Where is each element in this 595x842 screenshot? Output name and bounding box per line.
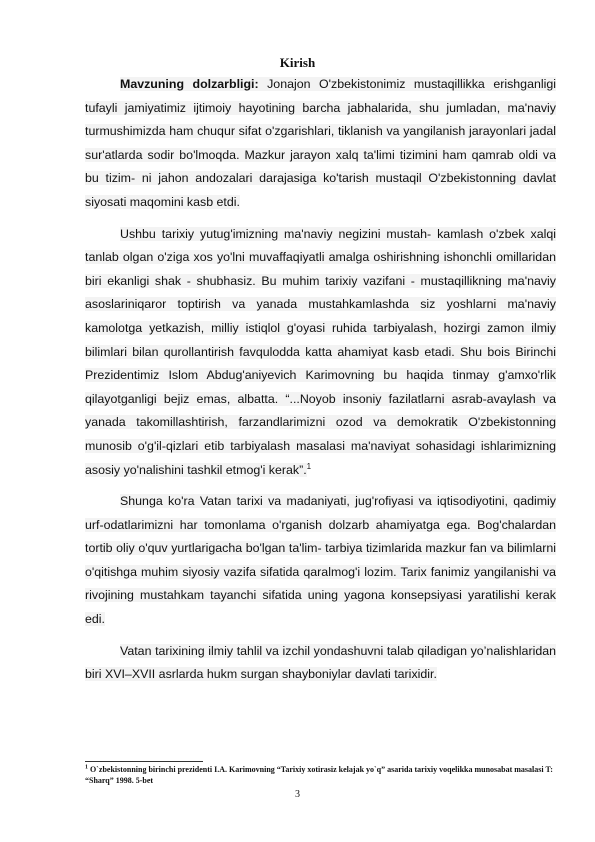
paragraph-3 bbox=[85, 490, 556, 632]
body-text bbox=[85, 73, 556, 687]
paragraph-2 bbox=[85, 223, 556, 483]
paragraph-3-text: Shunga ko'ra Vatan tarixi va madaniyati, jug'rofiyasi va iqtisodiyotini, qadimiy urf-odatlarimizni har tomonlama o'rganish dolzarb ahamiyatga ega. Bog'chalardan tortib oliy o'quv yurtlarigacha bo'lgan ta'lim- tarbiya tizimlarida mazkur fan va bilimlarni o'qitishga muhim siyosiy vazifa sifatida qaralmog'i lozim. Tarix fanimiz yangilanishi va rivojining mustahkam tayanchi sifatida uning yagona konsepsiyasi yaratilishi kerak edi. bbox=[85, 494, 556, 627]
paragraph-1 bbox=[85, 73, 556, 215]
paragraph-1-text: Jonajon O'zbekistonimiz mustaqillikka erishganligi tufayli jamiyatimiz ijtimoiy hayotining barcha jabhalarida, shu jumladan, ma'naviy turmushimizda ham chuqur sifat o'zgarishlari, tiklanish va yangilanish jarayonlari jadal sur'atlarda sodir bo'lmoqda. Mazkur jarayon xalq ta'limi tizimini ham qamrab oldi va bu tizim- ni jahon andozalari darajasiga ko'tarish mustaqil O'zbekistonning davlat siyosati maqomini kasb etdi. bbox=[85, 77, 556, 209]
paragraph-1-lead: Mavzuning dolzarbligi: bbox=[120, 77, 259, 91]
footnote bbox=[85, 764, 556, 786]
page-number: 3 bbox=[295, 789, 300, 800]
footnote-separator bbox=[85, 761, 203, 762]
footnote-text: O`zbekistonning birinchi prezidenti I.A. Karimovning “Tarixiy xotirasiz kelajak yo`q” asarida tarixiy voqelikka munosabat masalasi T: “Sharq” 1998. 5-bet bbox=[85, 765, 553, 785]
footnote-ref[interactable]: 1 bbox=[306, 461, 312, 471]
footnote-number: 1 bbox=[85, 764, 88, 771]
paragraph-4 bbox=[85, 640, 556, 687]
paragraph-4-text: Vatan tarixining ilmiy tahlil va izchil yondashuvni talab qiladigan yo’nalishlaridan biri XVI–XVII asrlarda hukm surgan shayboniylar davlati tarixidir. bbox=[85, 643, 556, 682]
paragraph-2-text: Ushbu tarixiy yutug'imizning ma'naviy negizini mustah- kamlash o'zbek xalqi tanlab olgan o'ziga xos yo'lni muvaffaqiyatli amalga oshirishning ishonchli omillaridan biri ekanligi shak - shubhasiz. Bu muhim tarixiy vazifani - mustaqillikning ma'naviy asoslariniqaror toptirish va yanada mustahkamlashda siz yoshlarni ma'naviy kamolotga yetkazish, milliy istiqlol g'oyasi ruhida tarbiyalash, hozirgi zamon ilmiy bilimlari bilan qurollantirish favqulodda katta ahamiyat kasb etadi. Shu bois Birinchi Prezidentimiz Islom Abdug'aniyevich Karimovning bu haqida tinmay g'amxo'rlik qilayotganligi bejiz emas, albatta. “...Noyob insoniy fazilatlarni asrab-avaylash va yanada takomillashtirish, farzandlarimizni ozod va demokratik O'zbekistonning munosib o'g'il-qizlari etib tarbiyalash masalasi ma'naviyat sohasidagi ishlarimizning asosiy yo'nalishini tashkil etmog'i kerak”. bbox=[85, 226, 556, 477]
page-title: Kirish bbox=[279, 55, 316, 70]
